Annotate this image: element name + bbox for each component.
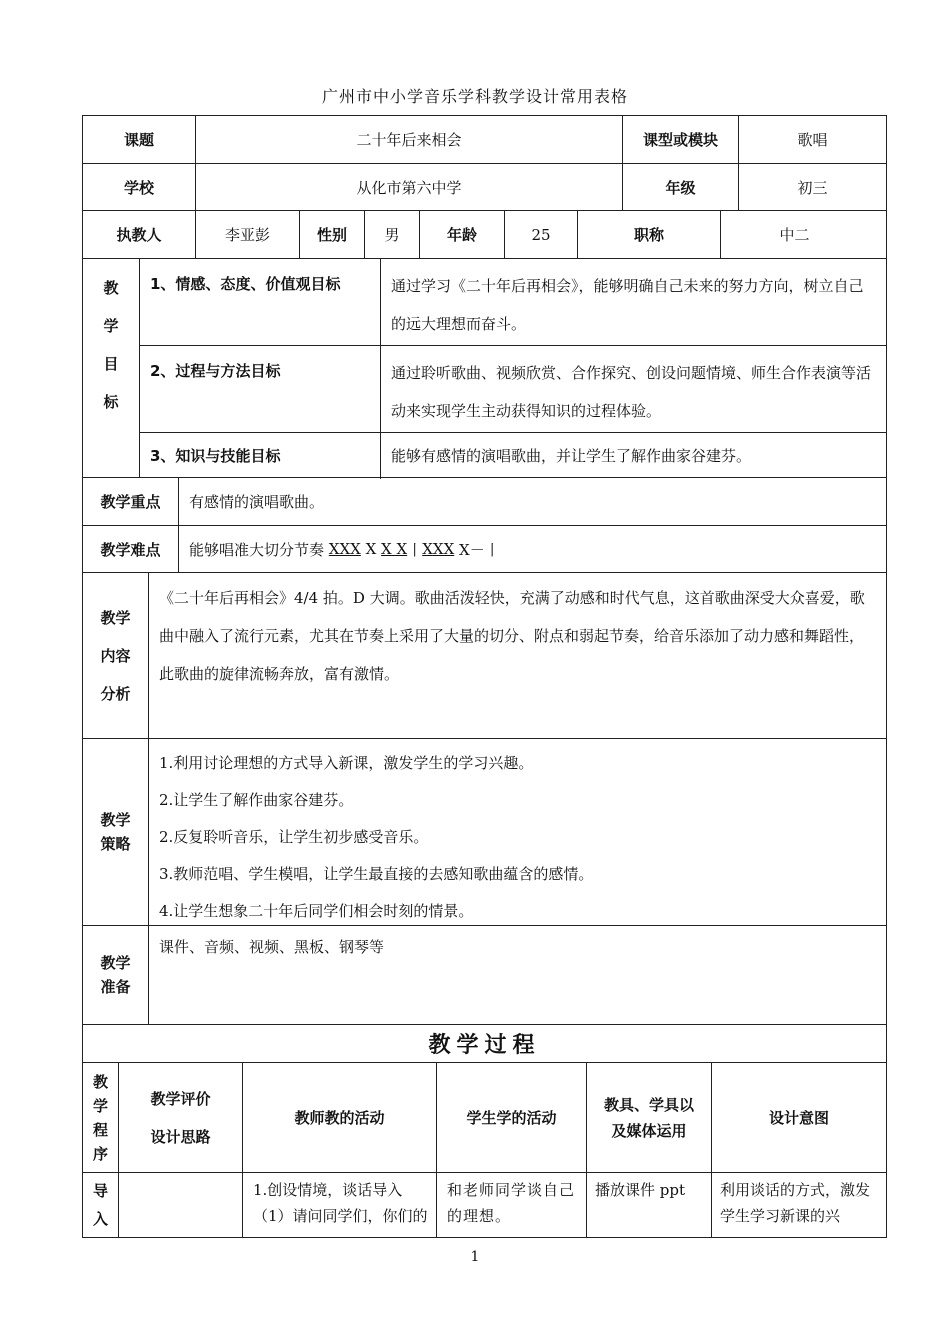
student-activity-cell: 和老师同学谈自己的理想。 <box>436 1173 586 1237</box>
media-cell: 播放课件 ppt <box>586 1173 711 1237</box>
teacher-activity-cell: 1.创设情境，谈话导入（1）请问同学们，你们的 <box>242 1173 436 1237</box>
school-label: 学校 <box>123 178 154 197</box>
grade-label: 年级 <box>622 164 738 210</box>
document-title: 广州市中小学音乐学科教学设计常用表格 <box>321 87 628 106</box>
intent-cell: 利用谈话的方式，激发学生学习新课的兴 <box>711 1173 886 1237</box>
page-number: 1 <box>470 1249 480 1265</box>
intent-header: 设计意图 <box>711 1063 886 1172</box>
age-label: 年龄 <box>419 211 504 258</box>
table-row <box>82 115 887 163</box>
key-text: 有感情的演唱歌曲。 <box>178 478 886 525</box>
seq-header: 教 学 程 序 <box>92 1072 108 1163</box>
topic-value: 二十年后来相会 <box>195 116 622 163</box>
goal-row <box>140 345 886 432</box>
goal-name: 1、情感、态度、价值观目标 <box>150 275 341 293</box>
media-header: 教具、学具以 及媒体运用 <box>586 1063 711 1172</box>
goal-row <box>140 432 886 479</box>
goals-label: 教 学 目 标 <box>103 279 119 411</box>
goal-name: 2、过程与方法目标 <box>150 362 281 380</box>
gender-label: 性别 <box>299 211 364 258</box>
table-row <box>82 738 887 925</box>
list-item: 2.反复聆听音乐，让学生初步感受音乐。 <box>159 828 429 846</box>
eval-header: 教学评价 设计思路 <box>118 1063 242 1172</box>
list-item: 3.教师范唱、学生模唱，让学生最直接的去感知歌曲蕴含的感情。 <box>159 865 594 883</box>
gender-value: 男 <box>364 211 419 258</box>
school-value: 从化市第六中学 <box>195 164 622 210</box>
table-row <box>82 477 887 525</box>
topic-label: 课题 <box>123 131 154 149</box>
goal-text: 能够有感情的演唱歌曲，并让学生了解作曲家谷建芬。 <box>380 433 886 479</box>
content-label: 教学 内容 分析 <box>100 608 131 703</box>
difficulty-text: 能够唱准大切分节奏 X XX X X X 丨 X XX X－丨 <box>178 526 886 572</box>
process-heading: 教学过程 <box>428 1033 541 1058</box>
table-row <box>82 163 887 210</box>
strategy-label: 教学 策略 <box>100 811 131 853</box>
teacher-value: 李亚彭 <box>195 211 299 258</box>
goals-list <box>139 259 886 477</box>
student-activity-header: 学生学的活动 <box>436 1063 586 1172</box>
teacher-label: 执教人 <box>116 226 162 244</box>
table-row <box>82 1024 887 1062</box>
rank-value: 中二 <box>720 211 868 258</box>
goal-text: 通过学习《二十年后再相会》，能够明确自己未来的努力方向，树立自己的远大理想而奋斗。 <box>380 259 886 345</box>
key-label: 教学重点 <box>100 493 161 511</box>
type-value: 歌唱 <box>738 116 886 163</box>
content-text: 《二十年后再相会》4/4 拍。D 大调。歌曲活泼轻快，充满了动感和时代气息，这首歌曲深受大众喜爱，歌曲中融入了流行元素，尤其在节奏上采用了大量的切分、附点和弱起节奏，给音乐添加了动力感和舞蹈性，此歌曲的旋律流畅奔放，富有激情。 <box>148 573 886 738</box>
prep-text: 课件、音频、视频、黑板、钢琴等 <box>148 926 886 1024</box>
goal-text: 通过聆听歌曲、视频欣赏、合作探究、创设问题情境、师生合作表演等活动来实现学生主动获得知识的过程体验。 <box>380 346 886 432</box>
prep-label: 教学 准备 <box>100 954 131 996</box>
table-row <box>82 925 887 1024</box>
eval-cell <box>118 1173 242 1237</box>
strategy-list <box>148 739 886 925</box>
type-label: 课型或模块 <box>622 116 738 163</box>
list-item: 1.利用讨论理想的方式导入新课，激发学生的学习兴趣。 <box>159 754 534 772</box>
list-item: 2.让学生了解作曲家谷建芬。 <box>159 791 354 809</box>
table-row <box>82 210 887 258</box>
goal-row <box>140 259 886 345</box>
lesson-plan-table <box>82 115 887 1238</box>
goals-section <box>82 258 887 477</box>
grade-value: 初三 <box>738 164 886 210</box>
teacher-activity-header: 教师教的活动 <box>242 1063 436 1172</box>
table-row <box>82 525 887 572</box>
rank-label: 职称 <box>577 211 720 258</box>
age-value: 25 <box>504 211 577 258</box>
table-row <box>82 1172 887 1238</box>
difficulty-label: 教学难点 <box>100 540 161 559</box>
table-row <box>82 572 887 738</box>
list-item: 4.让学生想象二十年后同学们相会时刻的情景。 <box>159 902 474 920</box>
goal-name: 3、知识与技能目标 <box>150 447 281 465</box>
table-row <box>82 1062 887 1172</box>
seq-cell: 导 入 <box>92 1182 108 1228</box>
